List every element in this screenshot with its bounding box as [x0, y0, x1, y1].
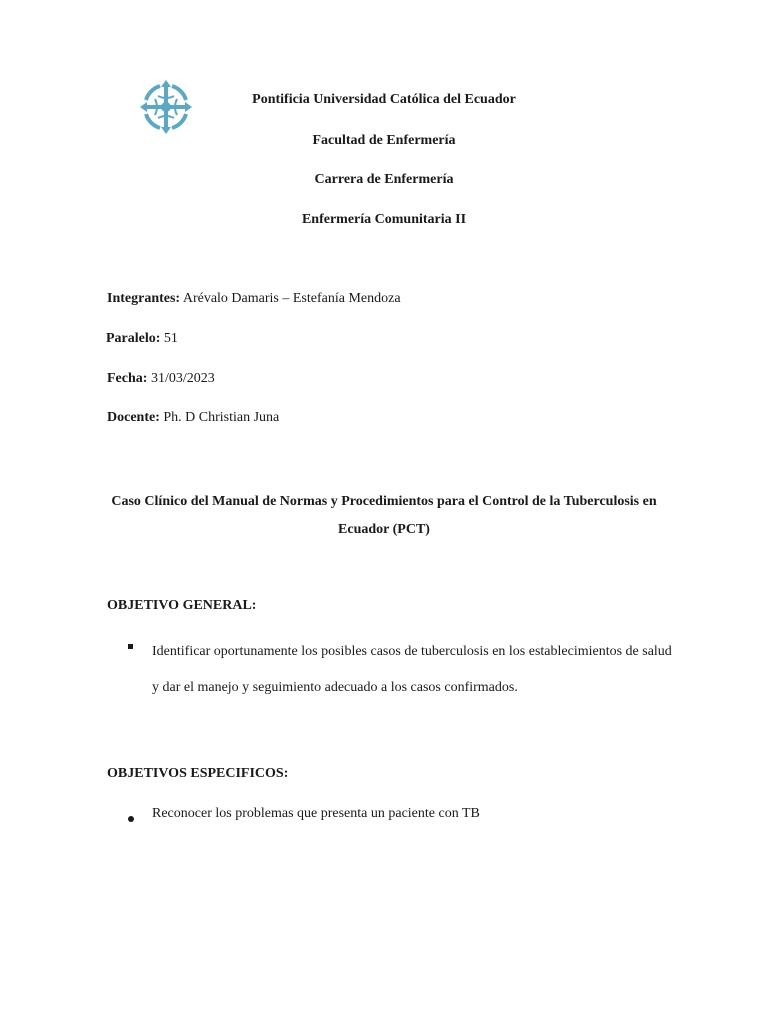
case-title: Caso Clínico del Manual de Normas y Procedimientos para el Control de la Tuberculosis en Ecuador (PCT): [111, 494, 657, 537]
fecha-field: [107, 370, 215, 388]
institution-name: Pontificia Universidad Católica del Ecuador: [252, 92, 516, 107]
square-bullet-icon: [128, 644, 133, 649]
objetivo-general-heading: OBJETIVO GENERAL:: [107, 598, 257, 613]
faculty-name: Facultad de Enfermería: [312, 133, 456, 148]
fecha-label: Fecha:: [107, 371, 148, 386]
round-bullet-icon: [128, 816, 134, 822]
career-name: Carrera de Enfermería: [314, 172, 454, 187]
course-name: Enfermería Comunitaria II: [301, 212, 467, 227]
objetivo-especifico-text: Reconocer los problemas que presenta un paciente con TB: [152, 806, 480, 821]
paralelo-value: 51: [160, 331, 178, 346]
paralelo-field: [106, 330, 178, 348]
objetivo-general-text: Identificar oportunamente los posibles casos de tuberculosis en los establecimientos de salud y dar el manejo y seguimiento adecuado a los casos confirmados.: [152, 644, 672, 695]
paralelo-label: Paralelo:: [106, 331, 161, 346]
integrantes-value: Arévalo Damaris – Estefanía Mendoza: [180, 291, 401, 306]
fecha-value: 31/03/2023: [147, 371, 215, 386]
docente-field: [107, 409, 279, 427]
objetivos-especificos-heading: OBJETIVOS ESPECIFICOS:: [107, 766, 289, 781]
integrantes-field: [107, 290, 401, 308]
docente-label: Docente:: [107, 410, 160, 425]
integrantes-label: Integrantes:: [107, 291, 181, 306]
docente-value: Ph. D Christian Juna: [159, 410, 280, 425]
